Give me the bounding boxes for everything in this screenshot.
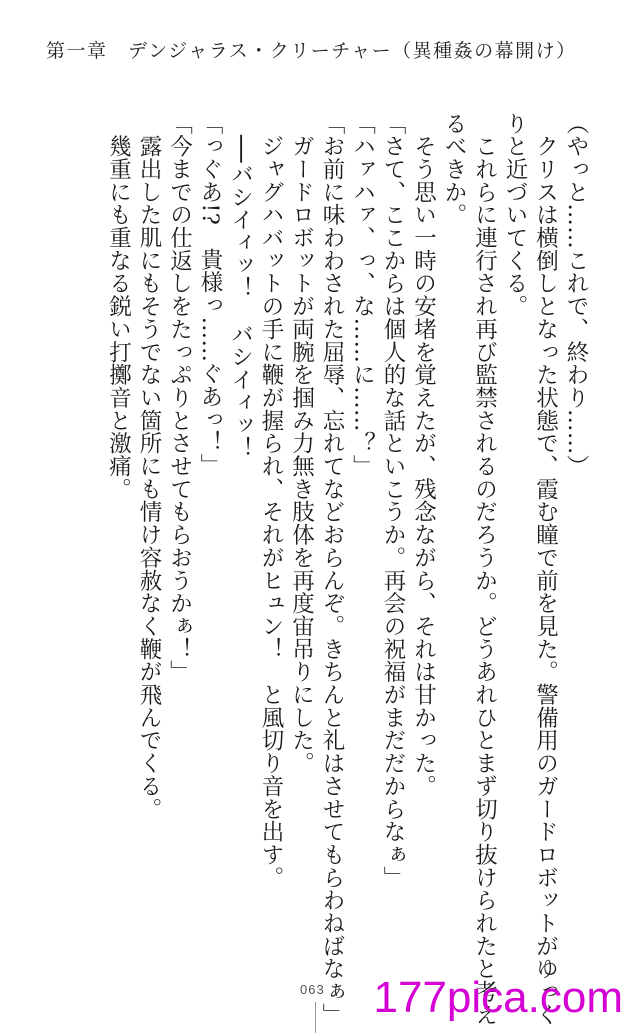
text-column: 露出した肌にもそうでない箇所にも情け容赦なく鞭が飛んでくる。 <box>136 112 162 821</box>
chapter-header: 第一章 デンジャラス・クリーチャー（異種姦の幕開け） <box>46 40 577 62</box>
text-column: ガードロボットが両腕を掴み力無き肢体を再度宙吊りにした。 <box>288 112 315 775</box>
text-column: そう思い一時の安堵を覚えたが、残念ながら、それは甘かった。 <box>410 112 437 798</box>
page-number: 063 <box>300 982 325 997</box>
text-column: 幾重にも重なる鋭い打擲音と激痛。 <box>105 112 132 501</box>
watermark-text: 177pica.com <box>373 973 623 1022</box>
text-column: クリスは横倒しとなった状態で、霞む瞳で前を見た。警備用のガードロボットがゆっく <box>532 112 559 1026</box>
text-column: これらに連行され再び監禁されるのだろうか。どうあれひとまず切り抜けられたと考え <box>471 112 498 1026</box>
text-column: （やっと……これで、終わり……） <box>563 112 589 478</box>
text-column: 「お前に味わわされた屈辱、忘れてなどおらんぞ。きちんと礼はさせてもらわねばなぁ」 <box>319 112 345 1026</box>
text-column: 「っぐあ!? 貴様っ……ぐあっ！」 <box>197 112 223 477</box>
text-column: 「さて、ここからは個人的な話といこうか。再会の祝福がまだだからなぁ」 <box>380 112 406 889</box>
text-column: りと近づいてくる。 <box>502 112 528 318</box>
text-column: ──バシイィッ！ バシイィッ！ <box>227 112 254 460</box>
text-column: 「今までの仕返しをたっぷりとさせてもらおうかぁ！」 <box>166 112 193 684</box>
text-column: ジャグハバットの手に鞭が握られ、それがヒュン！ と風切り音を出す。 <box>258 112 284 889</box>
text-column: 「ハァハァ、っ、な……に……？」 <box>349 112 376 478</box>
text-column: るべきか。 <box>441 112 467 227</box>
folio-divider <box>315 1002 316 1033</box>
